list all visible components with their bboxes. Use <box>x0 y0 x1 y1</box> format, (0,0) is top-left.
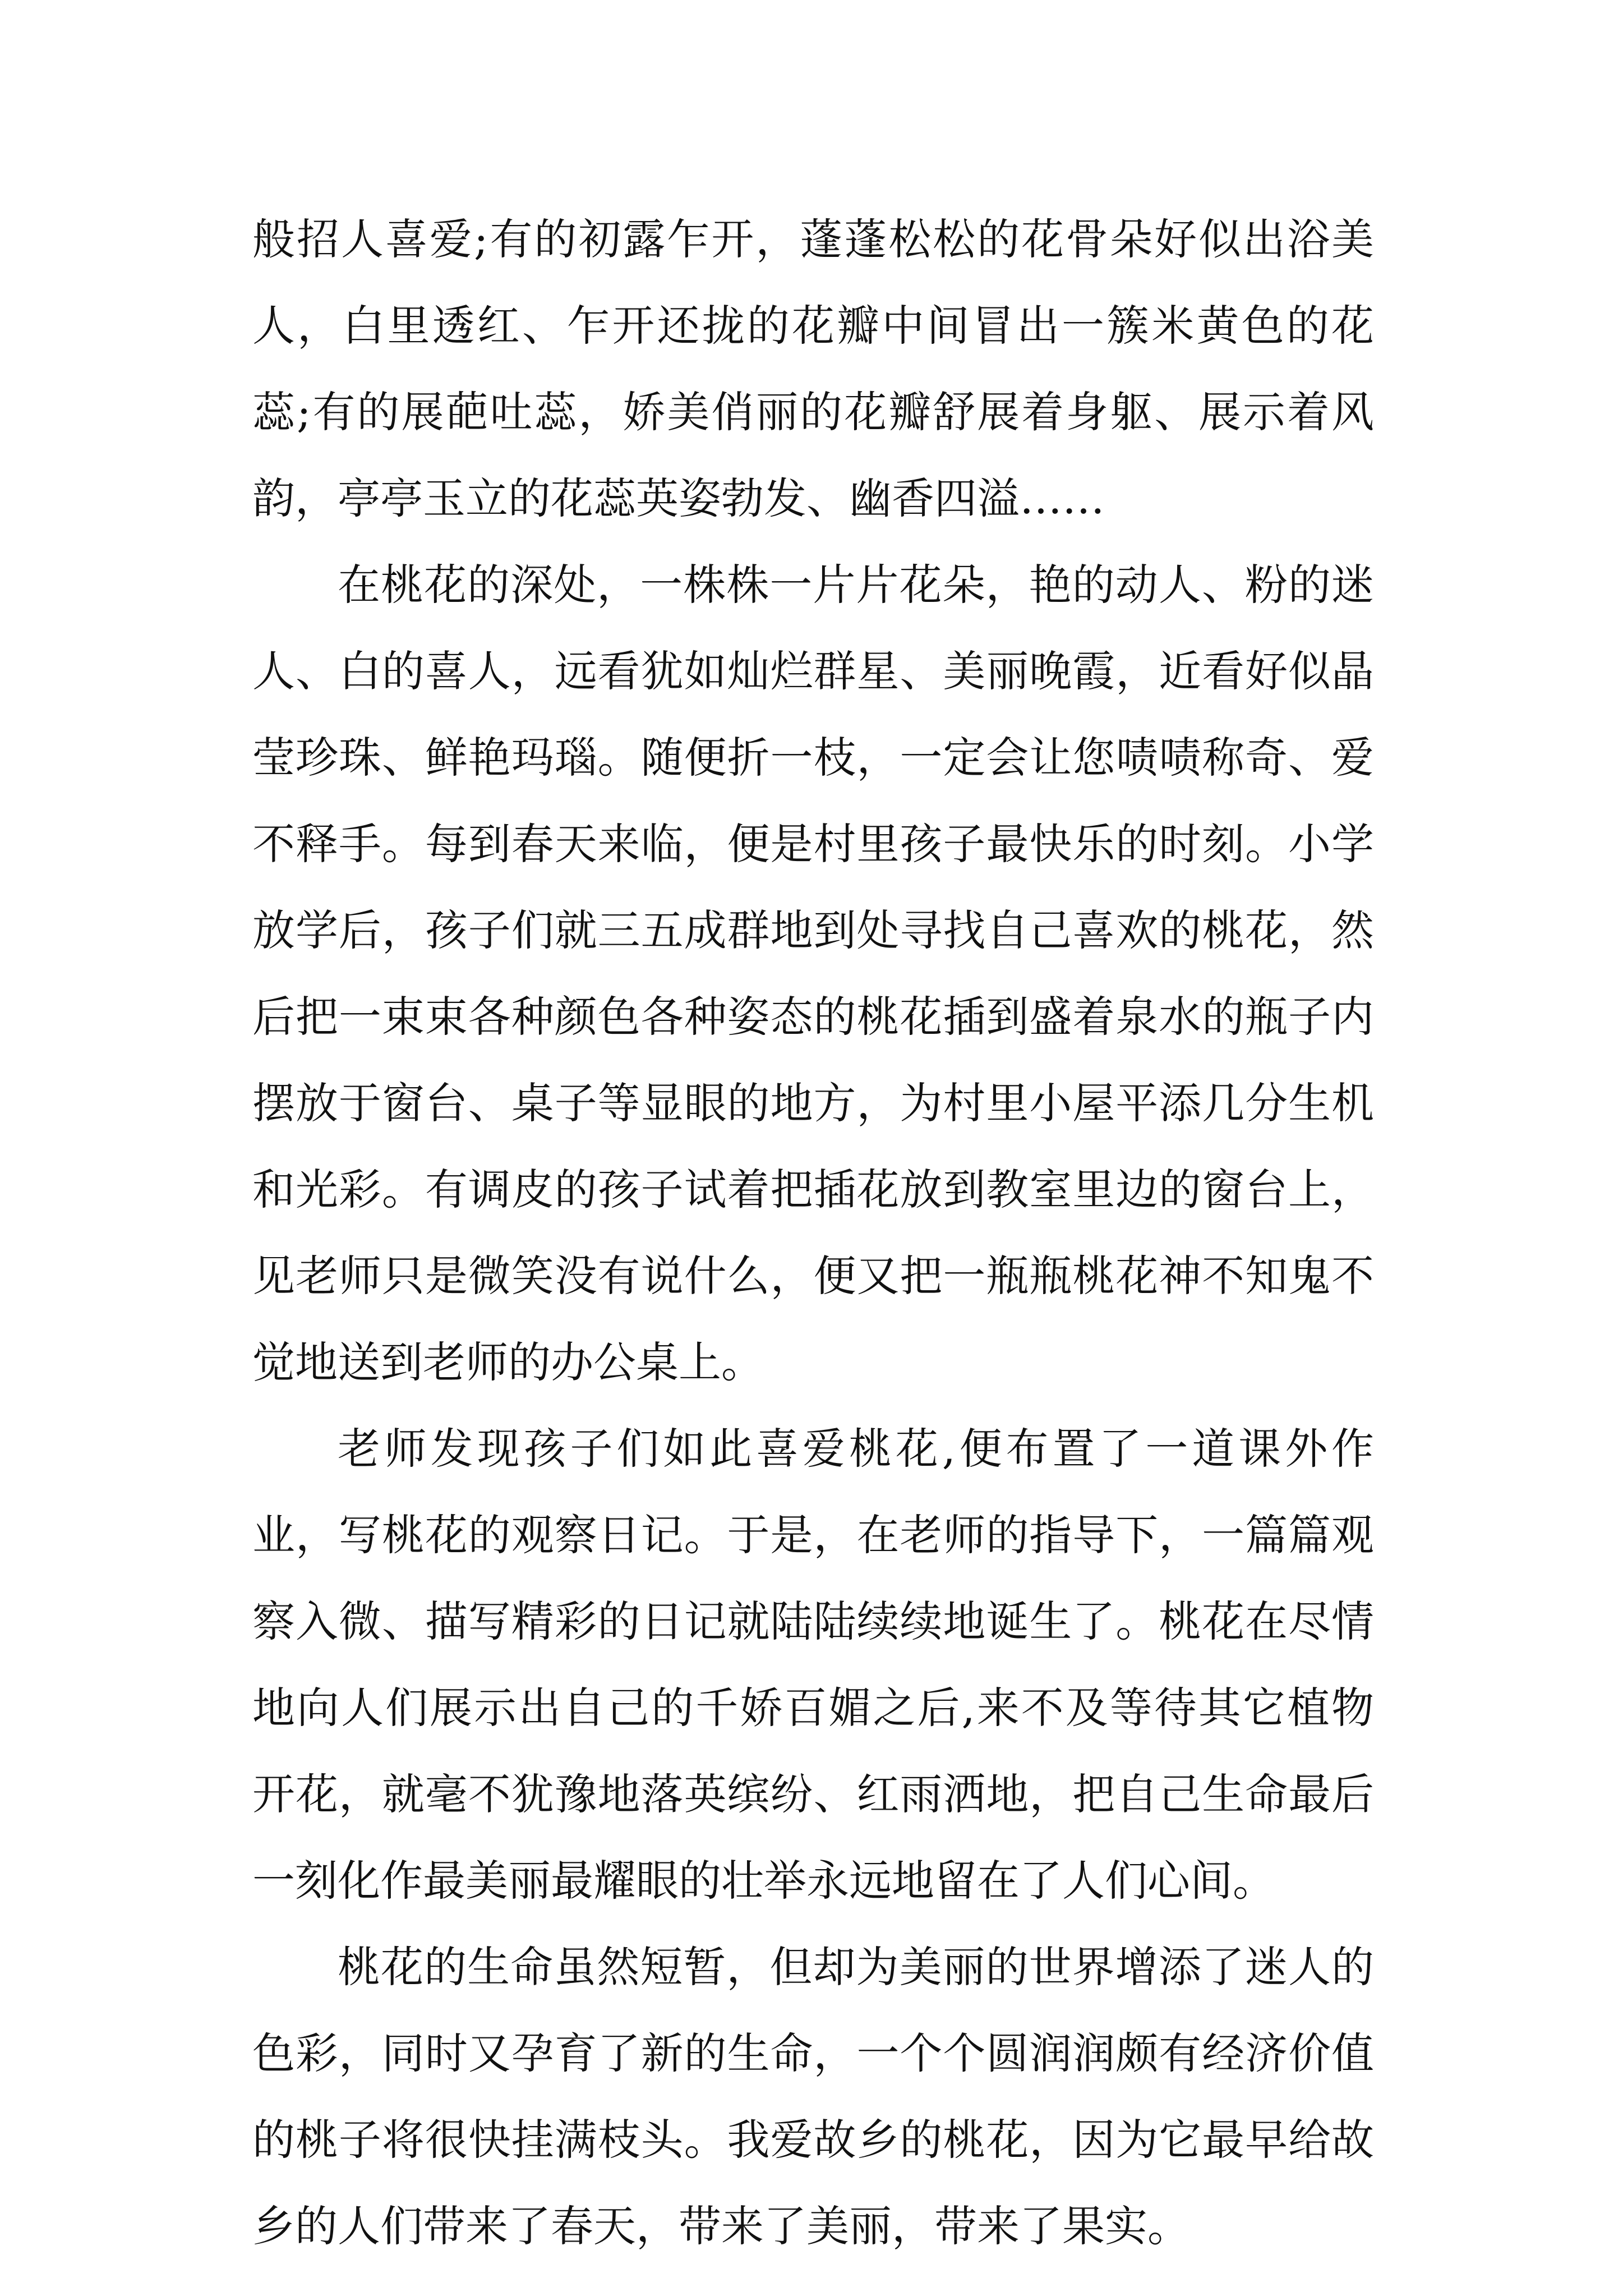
paragraph-conclusion: 桃花的生命虽然短暂，但却为美丽的世界增添了迷人的色彩，同时又孕育了新的生命，一个个圆润润颇有经济价值的桃子将很快挂满枝头。我爱故乡的桃花，因为它最早给故乡的人们带来了春天，带来了美丽，带来了果实。 <box>252 1942 1374 2251</box>
paragraph-continued: 般招人喜爱;有的初露乍开，蓬蓬松松的花骨朵好似出浴美人，白里透红、乍开还拢的花瓣中间冒出一簇米黄色的花蕊;有的展葩吐蕊，娇美俏丽的花瓣舒展着身躯、展示着风韵，亭亭玉立的花蕊英姿勃发、幽香四溢…… <box>252 214 1374 523</box>
paragraph-peach-blossom-depths: 在桃花的深处，一株株一片片花朵，艳的动人、粉的迷人、白的喜人，远看犹如灿烂群星、美丽晚霞，近看好似晶莹珍珠、鲜艳玛瑙。随便折一枝，一定会让您啧啧称奇、爱不释手。每到春天来临，便是村里孩子最快乐的时刻。小学放学后，孩子们就三五成群地到处寻找自己喜欢的桃花，然后把一束束各种颜色各种姿态的桃花插到盛着泉水的瓶子内摆放于窗台、桌子等显眼的地方，为村里小屋平添几分生机和光彩。有调皮的孩子试着把插花放到教室里边的窗台上，见老师只是微笑没有说什么，便又把一瓶瓶桃花神不知鬼不觉地送到老师的办公桌上。 <box>252 560 1374 1387</box>
paragraph-teacher-homework: 老师发现孩子们如此喜爱桃花,便布置了一道课外作业，写桃花的观察日记。于是，在老师的指导下，一篇篇观察入微、描写精彩的日记就陆陆续续地诞生了。桃花在尽情地向人们展示出自己的千娇百媚之后,来不及等待其它植物开花，就毫不犹豫地落英缤纷、红雨洒地，把自己生命最后一刻化作最美丽最耀眼的壮举永远地留在了人们心间。 <box>252 1424 1374 1906</box>
article-body <box>252 196 1374 2270</box>
